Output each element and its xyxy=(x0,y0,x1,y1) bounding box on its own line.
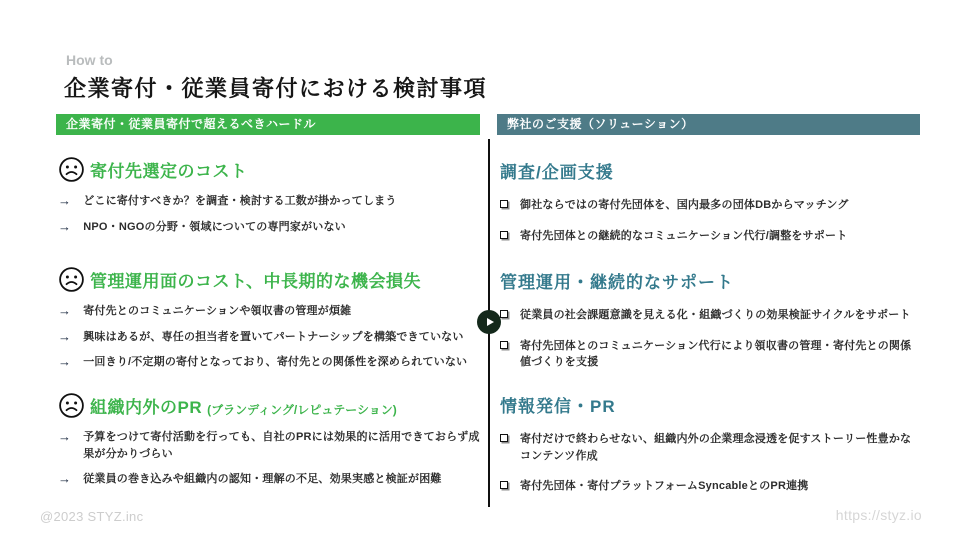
list-item xyxy=(58,193,480,210)
footer-url: https://styz.io xyxy=(835,507,922,523)
play-triangle-icon xyxy=(487,318,494,326)
problem-section-donation-selection xyxy=(58,156,480,235)
section-header xyxy=(500,392,918,417)
section-title: 管理運用面のコスト、中長期的な機会損失 xyxy=(90,272,421,291)
bullet-text: 寄付先団体との継続的なコミュニケーション代行/調整をサポート xyxy=(520,229,848,242)
arrow-bullet-icon: → xyxy=(58,218,72,234)
square-checkbox-icon xyxy=(500,434,508,442)
arrow-bullet-icon: → xyxy=(58,328,72,344)
list-item xyxy=(500,478,918,495)
arrow-bullet-icon: → xyxy=(58,193,72,208)
slide-kicker: How to xyxy=(66,52,113,68)
bullet-list xyxy=(500,431,918,495)
square-checkbox-icon xyxy=(500,481,508,489)
bullet-text: 御社ならではの寄付先団体を、国内最多の団体DBからマッチング xyxy=(520,199,849,211)
problem-section-pr xyxy=(58,392,488,488)
section-title: 調査/企画支援 xyxy=(500,163,614,182)
arrow-bullet-icon: → xyxy=(58,429,72,444)
arrow-bullet-icon: → xyxy=(58,303,72,318)
bullet-list xyxy=(500,307,918,371)
section-header xyxy=(58,266,484,293)
list-item xyxy=(58,471,488,488)
arrow-bullet-icon: → xyxy=(58,354,72,369)
sad-face-icon xyxy=(58,392,85,419)
square-checkbox-icon xyxy=(500,310,508,318)
square-checkbox-icon xyxy=(500,231,508,239)
list-item xyxy=(500,431,918,464)
bullet-text: 従業員の社会課題意識を見える化・組織づくりの効果検証サイクルをサポート xyxy=(520,309,911,321)
bullet-text: 従業員の巻き込みや組織内の認知・理解の不足、効果実感と検証が困難 xyxy=(83,473,442,485)
right-column-header-bar: 弊社のご支援（ソリューション） xyxy=(497,114,920,135)
bullet-text: 一回きり/不定期の寄付となっており、寄付先との関係性を深められていない xyxy=(83,356,468,368)
section-header xyxy=(58,392,488,419)
bullet-list xyxy=(58,429,488,488)
list-item xyxy=(58,329,484,346)
bullet-text: 興味はあるが、専任の担当者を置いてパートナーシップを構築できていない xyxy=(83,330,464,343)
bullet-text: NPO・NGOの分野・領域についての専門家がいない xyxy=(83,220,346,233)
sad-face-icon xyxy=(58,266,85,293)
page-title: 企業寄付・従業員寄付における検討事項 xyxy=(64,76,488,101)
bullet-text: どこに寄付すべきか？を調査・検討する工数が掛かってしまう xyxy=(83,195,397,207)
bullet-text: 寄付先とのコミュニケーションや領収書の管理が煩雑 xyxy=(83,305,352,317)
list-item xyxy=(58,354,484,371)
list-item xyxy=(58,303,484,320)
section-title: 情報発信・PR xyxy=(500,397,616,416)
list-item xyxy=(58,219,480,236)
left-column-header-bar: 企業寄付・従業員寄付で超えるべきハードル xyxy=(56,114,480,135)
square-checkbox-icon xyxy=(500,341,508,349)
bullet-text: 寄付先団体とのコミュニケーション代行により領収書の管理・寄付先との関係値づくりを支援 xyxy=(520,339,912,368)
bullet-text: 寄付だけで終わらせない、組織内外の企業理念浸透を促すストーリー性豊かなコンテンツ作成 xyxy=(520,433,912,462)
solution-section-research xyxy=(500,158,918,244)
list-item xyxy=(58,429,488,462)
problem-section-management-cost xyxy=(58,266,484,371)
section-header xyxy=(500,268,918,293)
arrow-bullet-icon: → xyxy=(58,471,72,486)
footer-copyright: @2023 STYZ.inc xyxy=(40,509,144,524)
square-checkbox-icon xyxy=(500,200,508,208)
section-header xyxy=(500,158,918,183)
solution-section-pr xyxy=(500,392,918,495)
section-subtitle: (ブランディング/レピュテーション) xyxy=(207,403,397,417)
section-title: 寄付先選定のコスト xyxy=(90,162,248,181)
bullet-text: 寄付先団体・寄付プラットフォームSyncableとのPR連携 xyxy=(520,480,809,492)
solution-section-operation-support xyxy=(500,268,918,371)
bullet-text: 予算をつけて寄付活動を行っても、自社のPRには効果的に活用できておらず成果が分かりづらい xyxy=(83,431,480,460)
section-title: 組織内外のPR xyxy=(90,398,203,417)
list-item xyxy=(500,197,918,214)
list-item xyxy=(500,338,918,371)
section-header xyxy=(58,156,480,183)
bullet-list xyxy=(58,303,484,371)
bullet-list xyxy=(58,193,480,235)
bullet-list xyxy=(500,197,918,244)
list-item xyxy=(500,228,918,245)
section-title: 管理運用・継続的なサポート xyxy=(500,273,734,292)
list-item xyxy=(500,307,918,324)
sad-face-icon xyxy=(58,156,85,183)
